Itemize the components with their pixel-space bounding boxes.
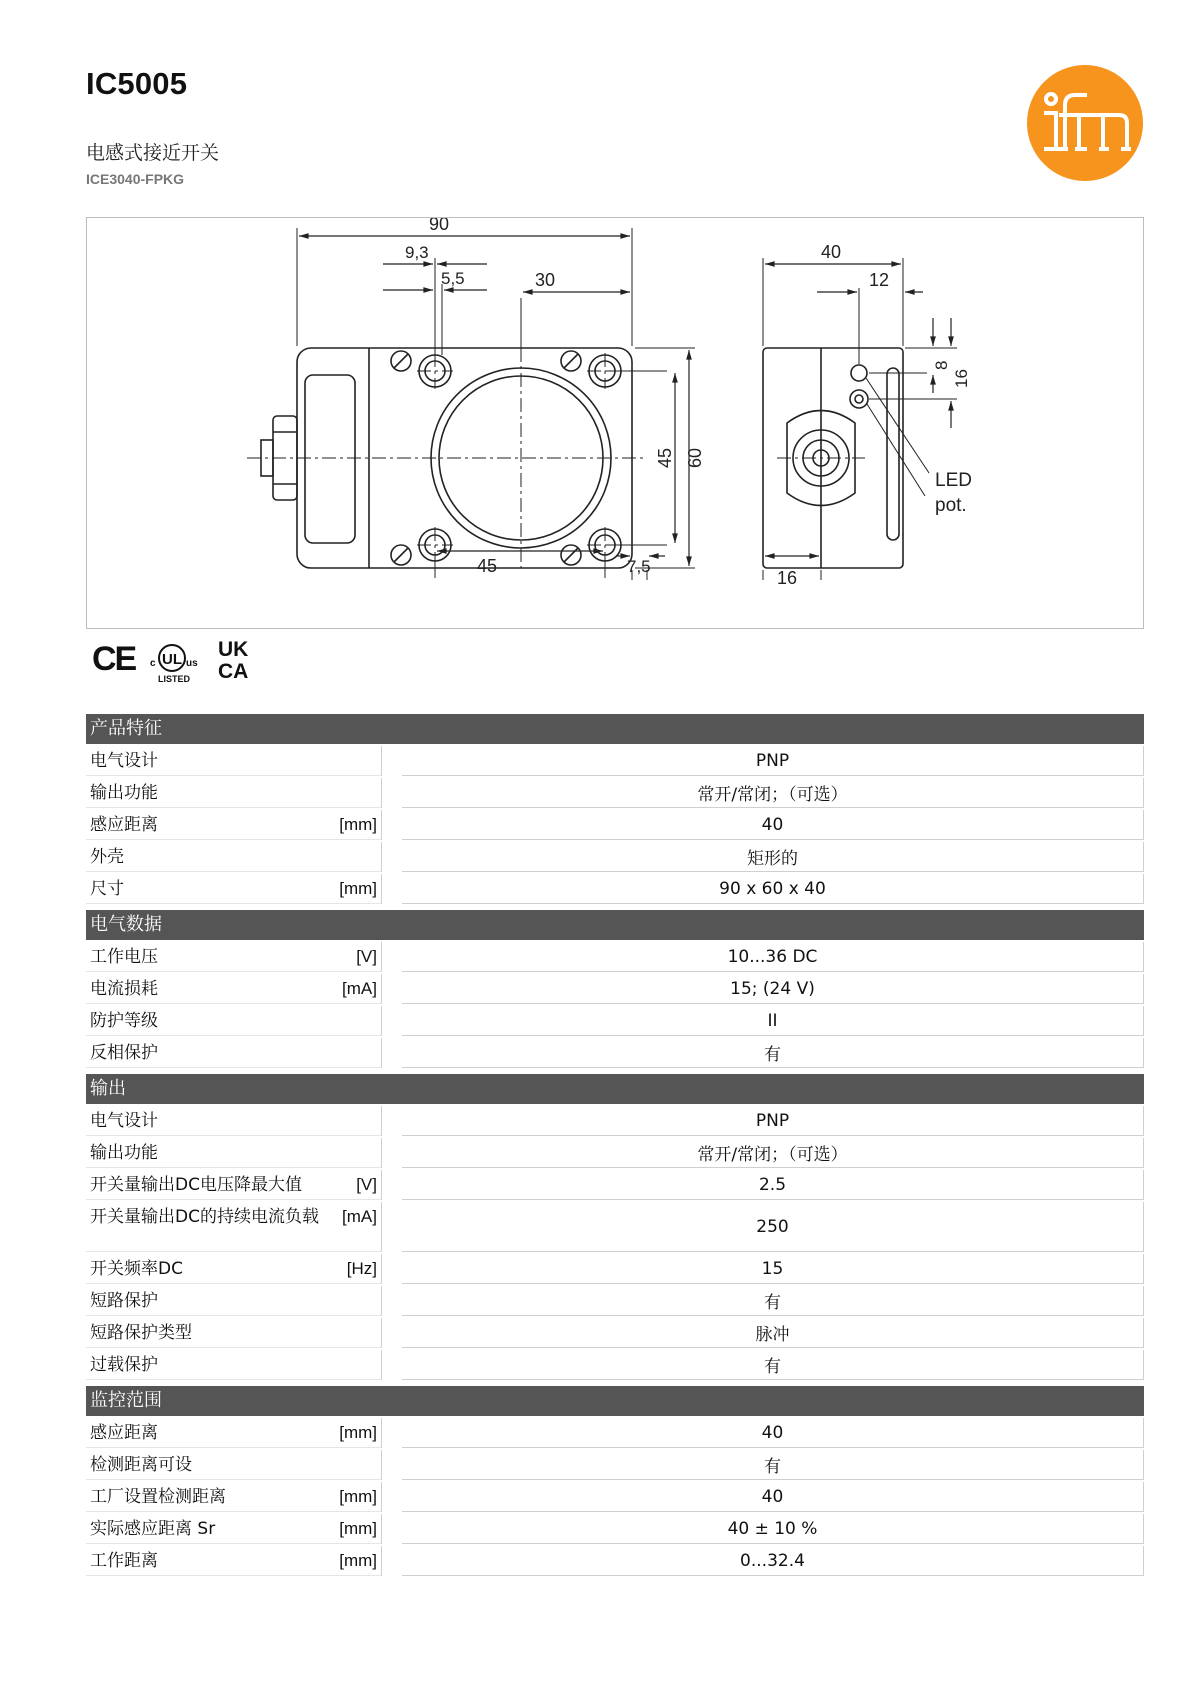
spec-unit: [mA]: [342, 1207, 377, 1226]
spec-label-cell: [86, 1138, 382, 1168]
spec-label: 开关频率DC: [90, 1259, 183, 1279]
spec-label-cell: [86, 1202, 382, 1252]
section-header: 输出: [86, 1074, 1144, 1104]
spec-label-cell: [86, 1418, 382, 1448]
spec-row: [86, 1482, 1144, 1512]
product-code: ICE3040-FPKG: [86, 171, 185, 187]
dim-16-v: 16: [952, 369, 971, 388]
spec-label-cell: [86, 942, 382, 972]
dimension-drawing: [86, 217, 1144, 629]
spec-label-cell: [86, 1038, 382, 1068]
spec-row: [86, 1254, 1144, 1284]
dim-45-v: 45: [655, 447, 675, 468]
spec-unit: [Hz]: [346, 1259, 377, 1278]
spec-unit: [mm]: [339, 1519, 377, 1538]
spec-label-cell: [86, 1482, 382, 1512]
spec-value: 0...32.4: [402, 1546, 1144, 1576]
svg-text:c: c: [150, 658, 156, 669]
spec-label: 短路保护: [90, 1291, 158, 1311]
spec-label-cell: [86, 810, 382, 840]
spec-label: 防护等级: [90, 1011, 158, 1031]
ifm-logo: [1027, 65, 1143, 181]
spec-value: 40 ± 10 %: [402, 1514, 1144, 1544]
spec-label-cell: [86, 1546, 382, 1576]
spec-value: 常开/常闭；（可选）: [402, 1138, 1144, 1168]
spec-value: 脉冲: [402, 1318, 1144, 1348]
product-title: IC5005: [86, 66, 188, 101]
dim-60: 60: [685, 447, 705, 468]
spec-label: 工厂设置检测距离: [90, 1487, 226, 1507]
spec-label: 尺寸: [90, 879, 124, 899]
spec-label: 开关量输出DC的持续电流负载: [90, 1207, 319, 1227]
spec-value: II: [402, 1006, 1144, 1036]
spec-unit: [mm]: [339, 879, 377, 898]
label-pot: pot.: [935, 495, 967, 516]
spec-label-cell: [86, 1286, 382, 1316]
spec-value: 40: [402, 1482, 1144, 1512]
spec-label-cell: [86, 874, 382, 904]
spec-row: [86, 842, 1144, 872]
spec-value: 15; (24 V): [402, 974, 1144, 1004]
dim-40: 40: [821, 242, 842, 262]
spec-label: 短路保护类型: [90, 1323, 192, 1343]
spec-row: [86, 810, 1144, 840]
spec-row: [86, 874, 1144, 904]
spec-label: 工作电压: [90, 947, 158, 967]
spec-value: 矩形的: [402, 842, 1144, 872]
dim-9-3: 9,3: [405, 243, 429, 262]
dim-16-h: 16: [777, 568, 798, 588]
spec-row: [86, 1514, 1144, 1544]
spec-label-cell: [86, 842, 382, 872]
certification-marks: [92, 636, 262, 686]
spec-label-cell: [86, 746, 382, 776]
spec-label-cell: [86, 1350, 382, 1380]
spec-label: 过载保护: [90, 1355, 158, 1375]
spec-value: 40: [402, 810, 1144, 840]
spec-label: 实际感应距离 Sr: [90, 1519, 216, 1539]
spec-unit: [V]: [356, 947, 377, 966]
spec-value: 有: [402, 1038, 1144, 1068]
spec-unit: [mm]: [339, 1551, 377, 1570]
spec-label: 工作距离: [90, 1551, 158, 1571]
spec-value: PNP: [402, 746, 1144, 776]
dim-5-5: 5,5: [441, 269, 465, 288]
spec-value: 常开/常闭；（可选）: [402, 778, 1144, 808]
spec-row: [86, 1350, 1144, 1380]
svg-text:UK: UK: [218, 638, 249, 661]
dim-45-h: 45: [477, 556, 498, 576]
spec-label-cell: [86, 1318, 382, 1348]
spec-label-cell: [86, 974, 382, 1004]
spec-label: 电气设计: [90, 751, 158, 771]
spec-label-cell: [86, 1514, 382, 1544]
spec-unit: [mm]: [339, 1423, 377, 1442]
dim-8: 8: [932, 360, 951, 370]
spec-row: [86, 1038, 1144, 1068]
spec-label: 感应距离: [90, 1423, 158, 1443]
svg-text:us: us: [186, 658, 198, 669]
section-header: 监控范围: [86, 1386, 1144, 1416]
svg-text:UL: UL: [162, 651, 182, 668]
svg-text:CA: CA: [218, 660, 249, 683]
product-subtitle: 电感式接近开关: [86, 142, 220, 164]
spec-row: [86, 1418, 1144, 1448]
dim-30: 30: [535, 270, 556, 290]
spec-row: [86, 1170, 1144, 1200]
spec-unit: [mA]: [342, 979, 377, 998]
spec-value: 2.5: [402, 1170, 1144, 1200]
spec-value: 250: [402, 1202, 1144, 1252]
spec-label-cell: [86, 1254, 382, 1284]
ul-listed-mark: [150, 645, 198, 684]
spec-row: [86, 1006, 1144, 1036]
spec-value: 有: [402, 1450, 1144, 1480]
dim-7-5: 7,5: [627, 557, 651, 576]
ce-mark: CE: [92, 640, 136, 678]
spec-row: [86, 942, 1144, 972]
dim-90: 90: [429, 218, 450, 234]
dim-12: 12: [869, 270, 890, 290]
spec-label-cell: [86, 1106, 382, 1136]
section-header: 产品特征: [86, 714, 1144, 744]
spec-row: [86, 746, 1144, 776]
spec-label: 输出功能: [90, 1143, 158, 1163]
spec-unit: [V]: [356, 1175, 377, 1194]
section-header: 电气数据: [86, 910, 1144, 940]
spec-row: [86, 1138, 1144, 1168]
spec-value: 15: [402, 1254, 1144, 1284]
spec-value: 有: [402, 1286, 1144, 1316]
spec-row: [86, 974, 1144, 1004]
spec-label-cell: [86, 778, 382, 808]
spec-row: [86, 1106, 1144, 1136]
spec-label-cell: [86, 1170, 382, 1200]
spec-value: 有: [402, 1350, 1144, 1380]
spec-value: PNP: [402, 1106, 1144, 1136]
spec-label: 反相保护: [90, 1043, 158, 1063]
spec-row: [86, 778, 1144, 808]
spec-label: 感应距离: [90, 815, 158, 835]
spec-label: 外壳: [90, 847, 124, 867]
spec-label: 输出功能: [90, 783, 158, 803]
spec-value: 90 x 60 x 40: [402, 874, 1144, 904]
spec-row: [86, 1546, 1144, 1576]
spec-label: 开关量输出DC电压降最大值: [90, 1175, 302, 1195]
spec-label: 电流损耗: [90, 979, 158, 999]
spec-row: [86, 1202, 1144, 1252]
specification-table: [86, 714, 1144, 1576]
spec-unit: [mm]: [339, 815, 377, 834]
spec-row: [86, 1318, 1144, 1348]
spec-label-cell: [86, 1006, 382, 1036]
spec-value: 40: [402, 1418, 1144, 1448]
spec-label: 电气设计: [90, 1111, 158, 1131]
svg-text:LISTED: LISTED: [158, 674, 191, 684]
spec-label-cell: [86, 1450, 382, 1480]
spec-value: 10...36 DC: [402, 942, 1144, 972]
spec-row: [86, 1286, 1144, 1316]
ukca-mark: [218, 638, 248, 683]
spec-row: [86, 1450, 1144, 1480]
spec-unit: [mm]: [339, 1487, 377, 1506]
label-led: LED: [935, 470, 972, 491]
spec-label: 检测距离可设: [90, 1455, 192, 1475]
